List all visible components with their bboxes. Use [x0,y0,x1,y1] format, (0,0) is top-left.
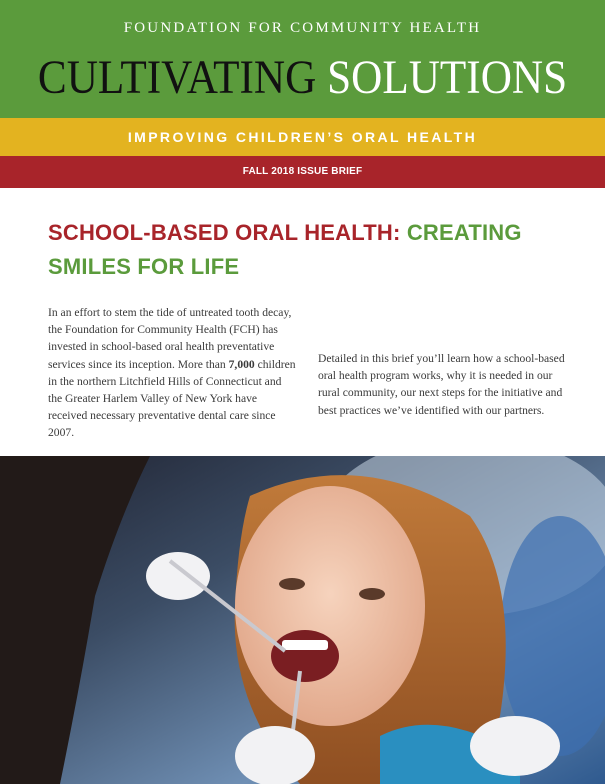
title-word-cultivating: CULTIVATING [37,51,317,104]
article-headline [48,216,568,284]
headline-part-green: CREATING SMILES FOR LIFE [48,220,522,279]
issue-band [0,156,605,188]
body-column-right [318,304,568,419]
children-count: 7,000 [228,357,255,371]
headline-part-red: SCHOOL-BASED ORAL HEALTH: [48,220,401,245]
title-word-solutions: SOLUTIONS [327,51,568,104]
intro-paragraph: In an effort to stem the tide of untreated tooth decay, the Foundation for Community Health (FCH) has invested in school-based oral health preventative services since its inception. More than 7,000 children in the northern Litchfield Hills of Connecticut and the Greater Harlem Valley of New York have received necessary preventative dental care since 2007. [48,306,296,440]
subtitle: IMPROVING CHILDREN’S ORAL HEALTH [127,129,478,145]
organization-name: FOUNDATION FOR COMMUNITY HEALTH [123,20,482,36]
body-column-left [48,304,298,442]
issue-label: FALL 2018 ISSUE BRIEF [242,166,363,177]
child-dental-exam-photo [0,456,605,784]
column-spacer [318,304,568,338]
publication-title [30,50,575,106]
subtitle-band [0,118,605,156]
detail-paragraph: Detailed in this brief you’ll learn how a school-based oral health program works, why it is needed in our rural community, our next steps for the initiative and best practices we’ve identified with our partners. [318,352,565,417]
